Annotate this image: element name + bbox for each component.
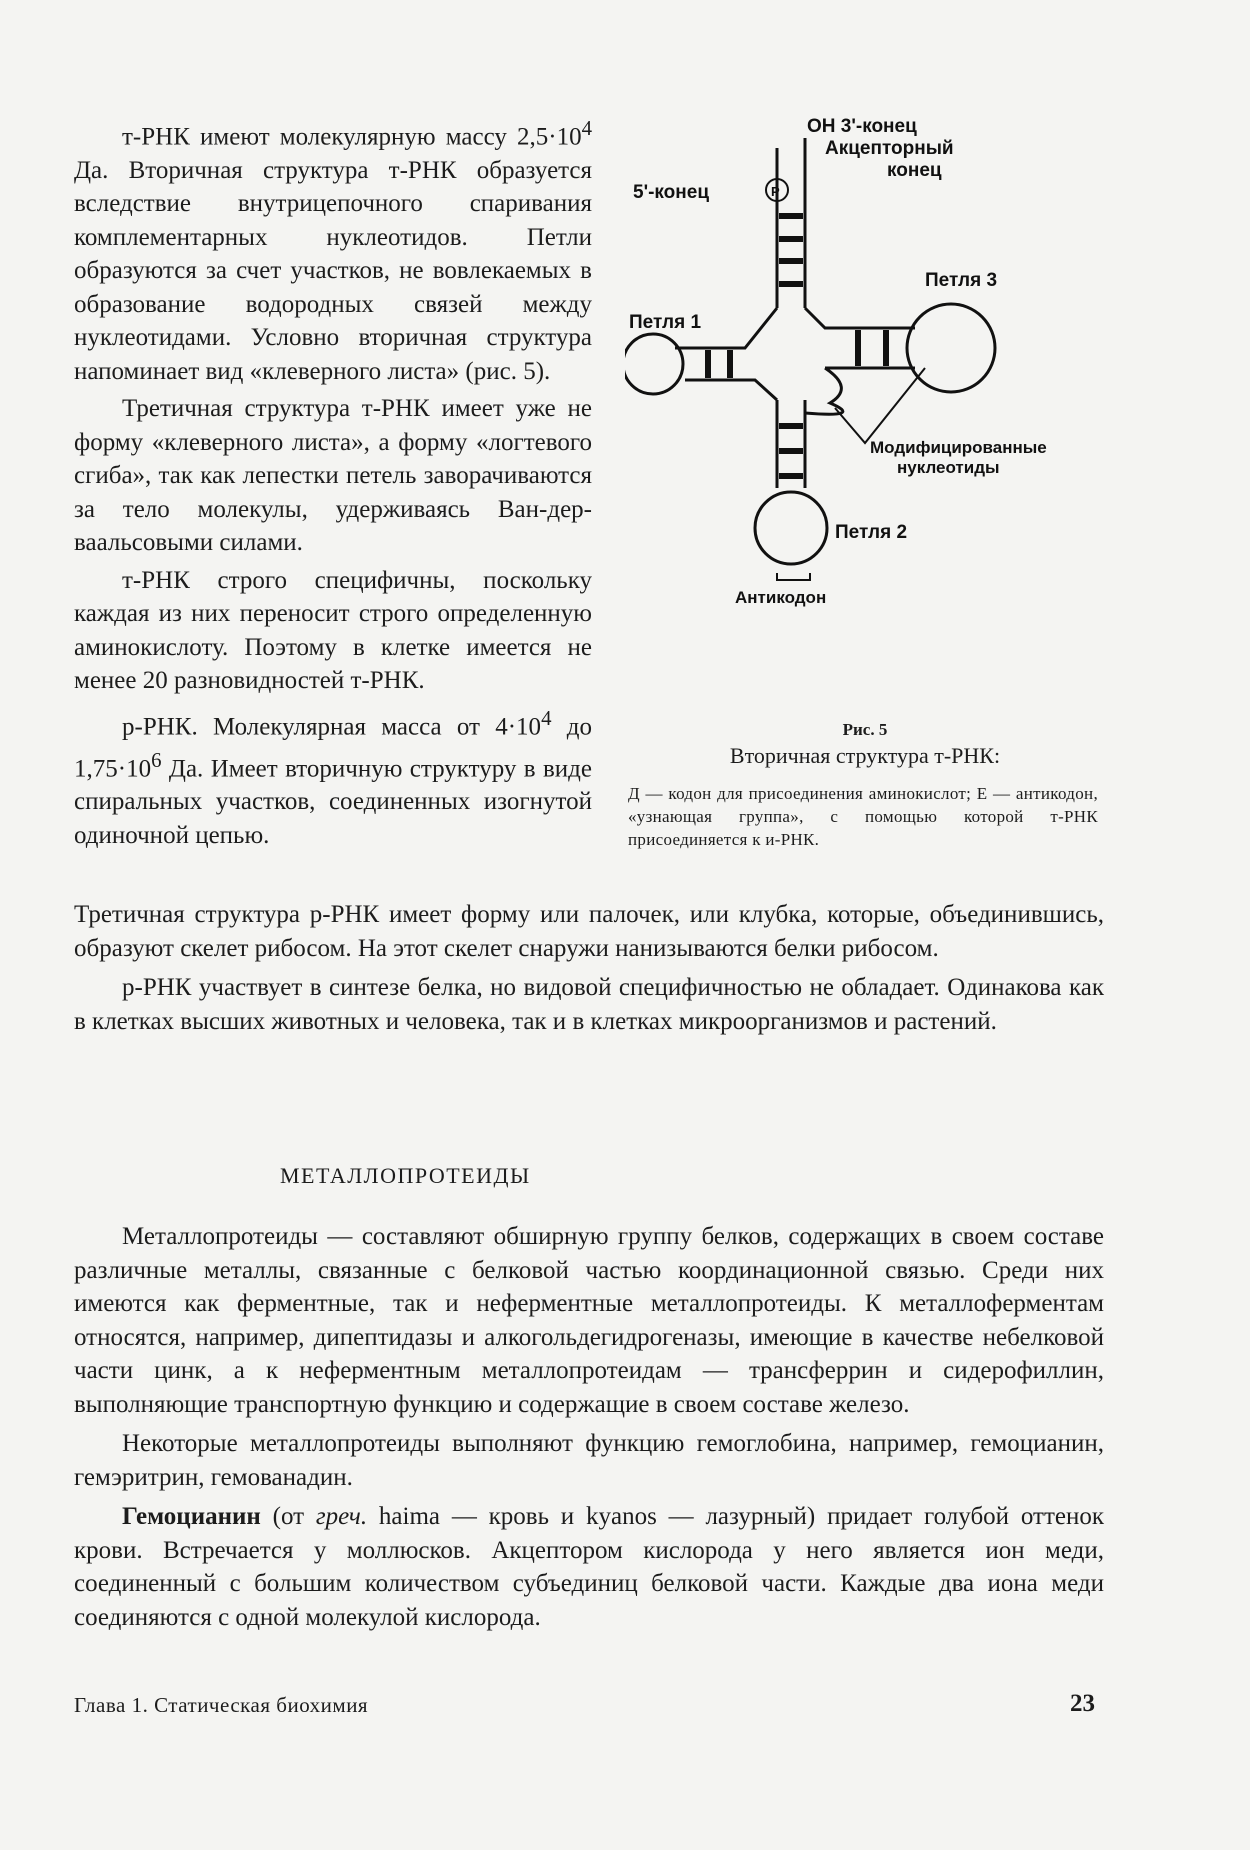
arm1-bottom-strand: [685, 380, 777, 400]
label-modified-2: нуклеотиды: [897, 458, 1000, 477]
figure-title: Вторичная структура т-РНК:: [729, 743, 1001, 768]
figure-caption: Д — кодон для присоединения аминокислот; Е — антикодон, «узнающая группа», с помощью которой т-РНК присоединяется к и-РНК.: [628, 784, 1098, 849]
label-phosphate: Р: [771, 184, 780, 199]
anticodon-bracket: [777, 573, 810, 580]
base-pair: [779, 258, 803, 264]
paragraph-trna-specific: т-РНК строго специфичны, поскольку каждая из них переносит строго определенную аминокислоту. Поэтому в клетке имеется не менее 20 разновидностей т-РНК.: [74, 566, 592, 695]
paragraph-rrna-function: р-РНК участвует в синтезе белка, но видовой специфичностью не обладает. Одинакова как в клетках высших животных и человека, так и в клетках микроорганизмов и растений.: [74, 974, 1104, 1035]
paragraph-hemoglobin-function: Некоторые металлопротеиды выполняют функцию гемоглобина, например, гемоцианин, гемэритрин, гемованадин.: [74, 1430, 1104, 1491]
label-anticodon: Антикодон: [735, 588, 827, 607]
paragraph-rrna-tertiary: Третичная структура р-РНК имеет форму или палочек, или клубка, которые, объединившись, образуют скелет рибосом. На этот скелет снаружи нанизываются белки рибосом.: [74, 901, 1104, 962]
label-loop3: Петля 3: [925, 270, 998, 291]
label-acceptor-end: конец: [887, 160, 942, 181]
base-pair: [727, 350, 733, 378]
base-pair: [779, 473, 803, 479]
label-loop2: Петля 2: [835, 522, 908, 543]
trna-diagram: [625, 118, 1115, 718]
base-pair: [779, 448, 803, 454]
base-pair: [779, 236, 803, 242]
paragraph-hemocyanin: Гемоцианин (от греч. haima — кровь и kyanos — лазурный) придает голубой оттенок крови. Встречается у моллюсков. Акцептором кислорода у него является ион меди, соединенный с большим количеством субъединиц белковой части. Каждые два иона меди соединяются с одной молекулой кислорода.: [74, 1503, 1104, 1631]
label-loop1: Петля 1: [629, 312, 702, 333]
loop3-circle: [907, 304, 995, 392]
figure-number: Рис. 5: [842, 720, 888, 739]
paragraph-rrna-mass: р-РНК. Молекулярная масса от $4\cdot 10^4$ до $1,75\cdot 10^6$ Да. Имеет вторичную структуру в виде спиральных участков, соединенных изогнутой одиночной цепью.: [74, 705, 592, 849]
base-pair: [779, 281, 803, 287]
loop1-circle: [625, 334, 683, 394]
base-pair: [779, 423, 803, 429]
paragraph-trna-mass: т-РНК имеют молекулярную массу $2,5\cdot 10^4$ Да. Вторичная структура т-РНК образуется вследствие внутрицепочного спаривания комплементарных нуклеотидов. Петли образуются за счет участков, не вовлекаемых в образование водородных связей между нуклеотидами. Условно вторичная структура напоминает вид «клеверного листа» (рис. 5).: [74, 116, 592, 385]
arm3-top-strand: [805, 308, 915, 328]
modified-pointer: [835, 368, 925, 443]
base-pair: [855, 330, 861, 366]
section-heading: МЕТАЛЛОПРОТЕИДЫ: [280, 1163, 531, 1188]
label-modified: Модифицированные: [870, 438, 1047, 457]
full-width-text-2: [74, 1220, 1104, 1640]
running-footer: Глава 1. Статическая биохимия: [74, 1693, 369, 1717]
trna-cloverleaf-figure: [625, 118, 1115, 718]
left-text-column: [74, 112, 592, 856]
full-width-text-1: [74, 898, 1104, 1044]
base-pair: [883, 330, 889, 366]
paragraph-trna-tertiary: Третичная структура т-РНК имеет уже не форму «клеверного листа», а форму «логтевого сгиба», так как лепестки петель заворачиваются за тело молекулы, удерживаясь Ван-дер-ваальсовыми силами.: [74, 395, 592, 557]
paragraph-metalloproteins: Металлопротеиды — составляют обширную группу белков, содержащих в своем составе различные металлы, связанные с белковой частью координационной связью. Среди них имеются как ферментные, так и неферментные металлопротеиды. К металлоферментам относятся, например, дипептидазы и алкогольдегидрогеназы, имеющие в качестве небелковой части цинк, а к неферментным металлопротеидам — трансферрин и сидерофиллин, выполняющие транспортную функцию и содержащие в своем составе железо.: [74, 1223, 1104, 1418]
base-pair: [705, 350, 711, 378]
label-acceptor: Акцепторный: [825, 138, 954, 159]
loop2-circle: [755, 492, 827, 564]
base-pair: [779, 213, 803, 219]
label-five-end: 5'-конец: [633, 182, 709, 203]
variable-loop: [805, 368, 843, 414]
page-number: 23: [1070, 1690, 1095, 1717]
label-oh-end: ОН 3'-конец: [807, 118, 917, 137]
